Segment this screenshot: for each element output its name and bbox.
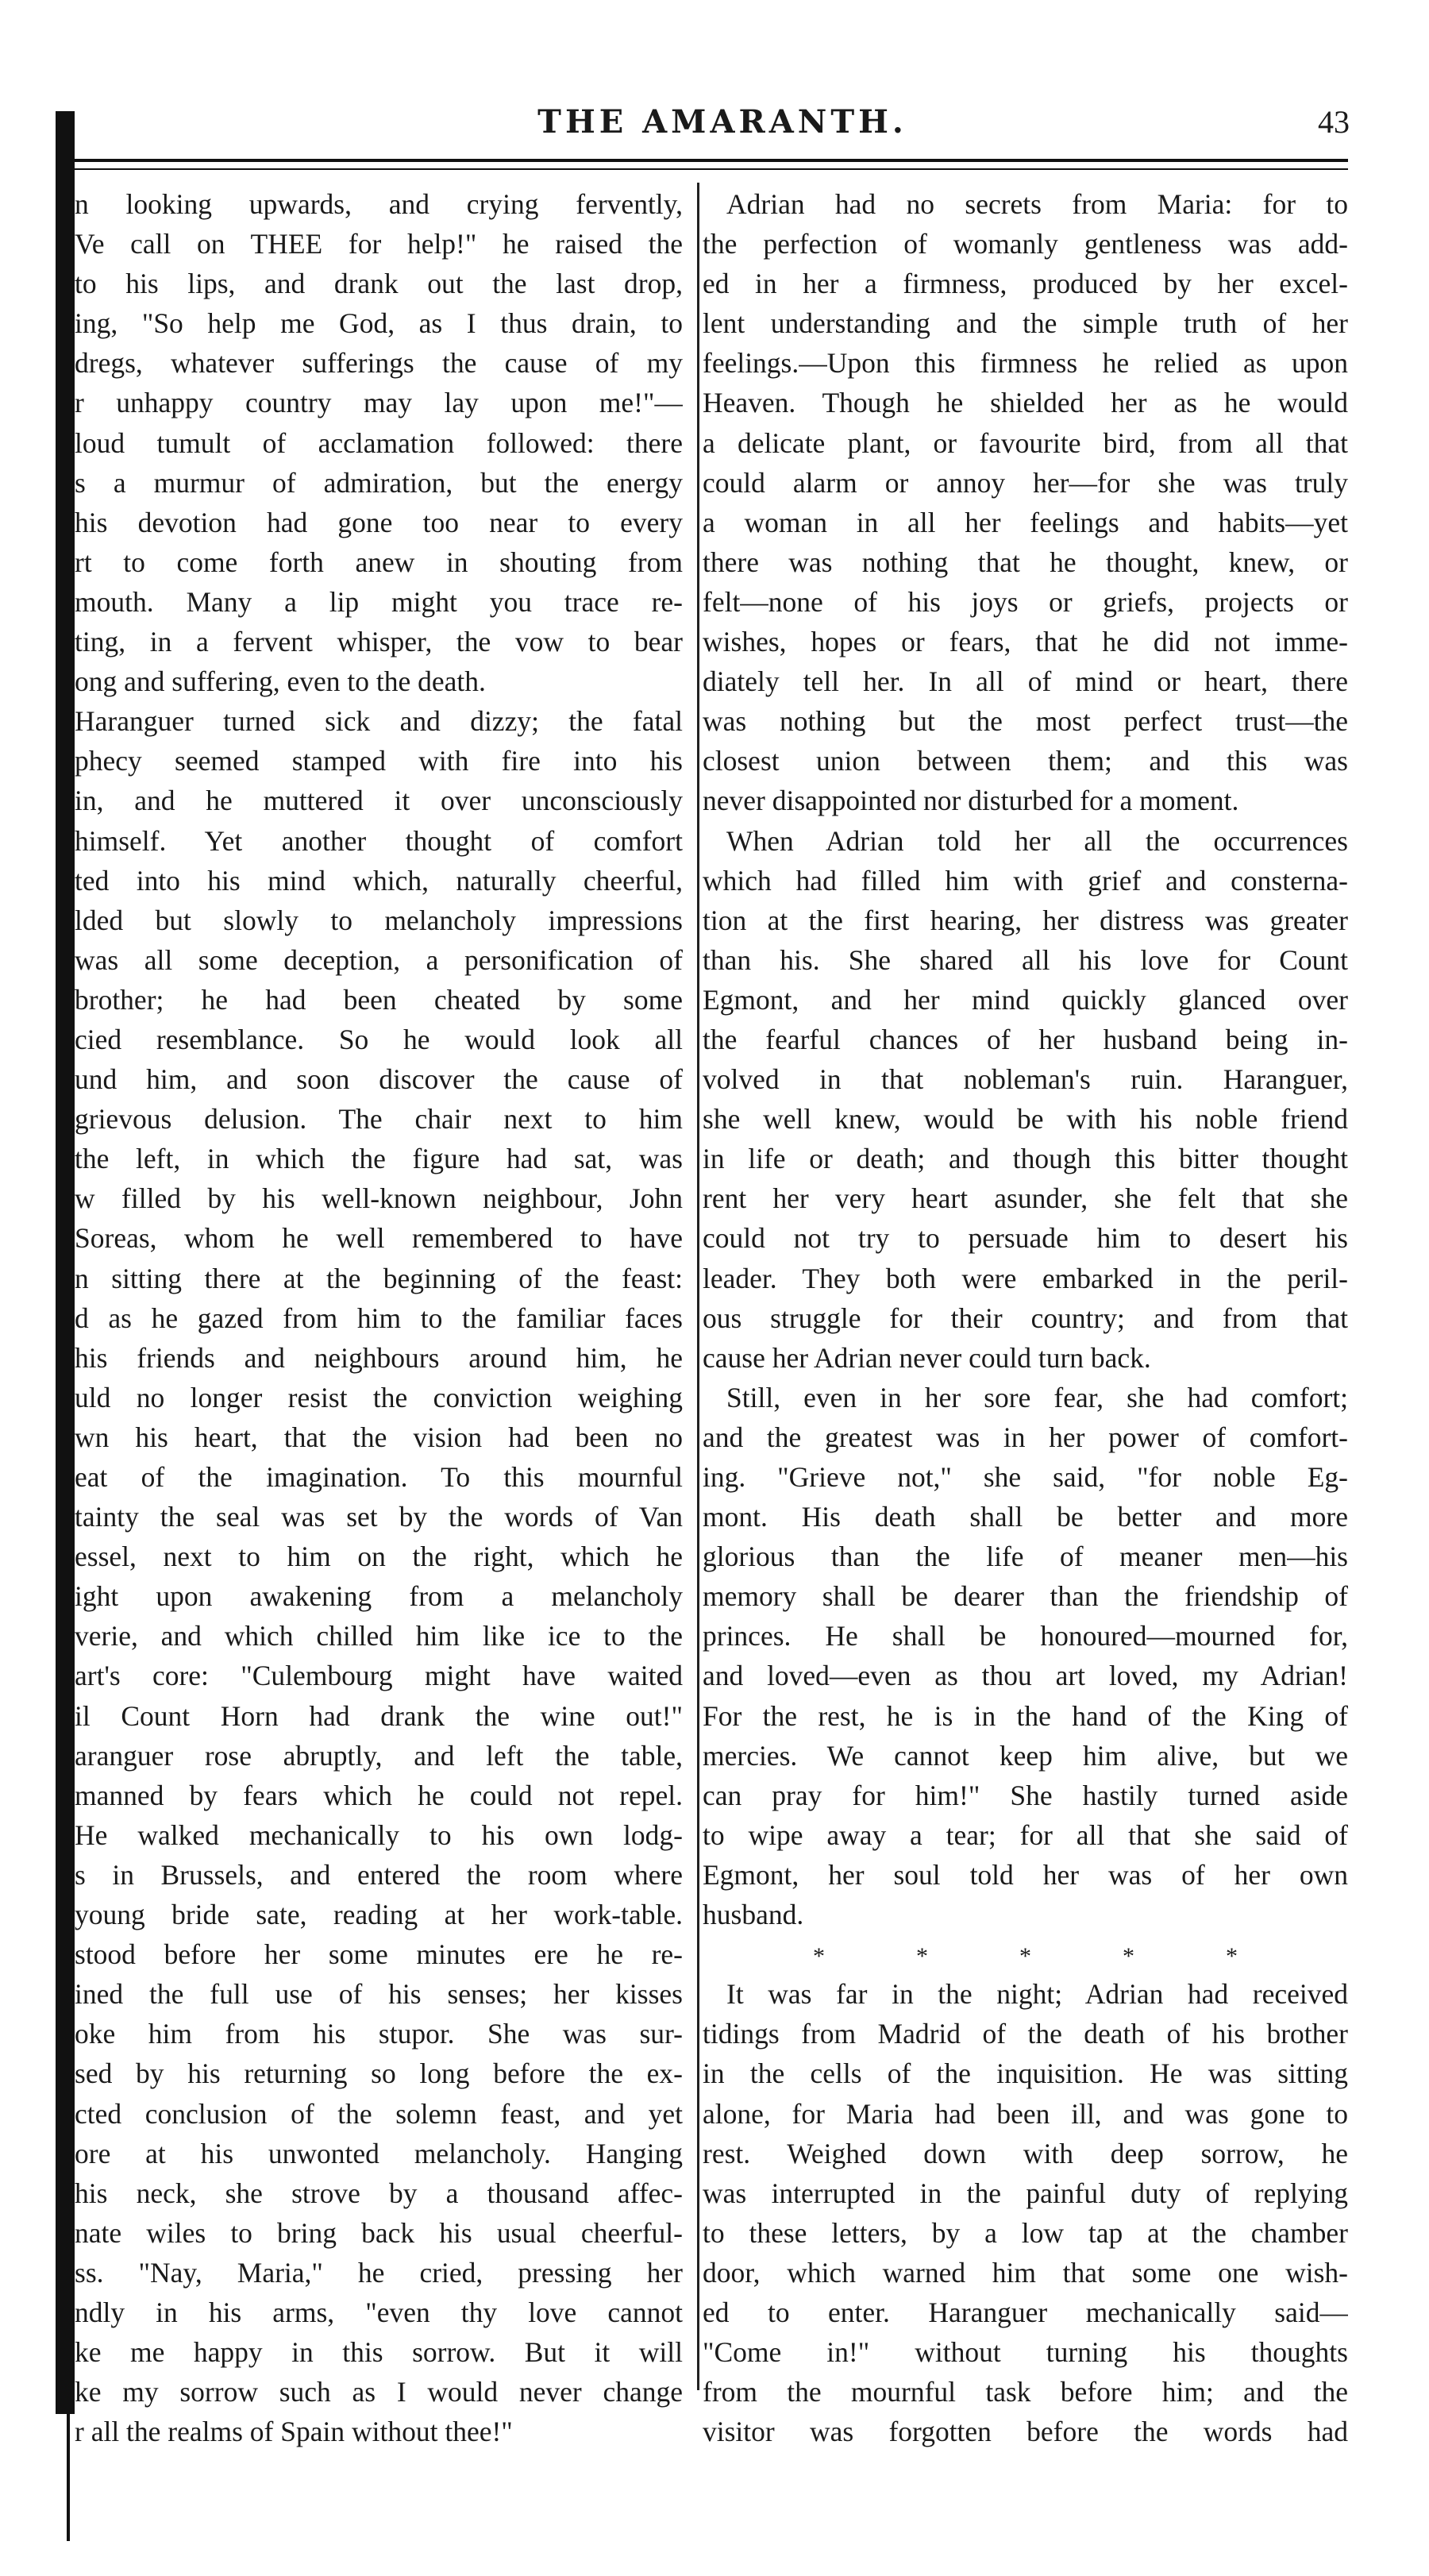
text-line: aranguer rose abruptly, and left the table, — [75, 1739, 683, 1772]
text-line: lded but slowly to melancholy impressions — [75, 904, 683, 936]
text-line: ed in her a firmness, produced by her excel- — [703, 268, 1348, 300]
binding-shadow — [56, 111, 75, 2414]
text-line: than his. She shared all his love for Count — [703, 943, 1348, 976]
text-line: cied resemblance. So he would look all — [75, 1023, 683, 1055]
text-line: verie, and which chilled him like ice to the — [75, 1620, 683, 1652]
text-line: Ve call on THEE for help!" he raised the — [75, 228, 683, 260]
text-line: il Count Horn had drank the wine out!" — [75, 1699, 683, 1732]
text-line: was interrupted in the painful duty of replying — [703, 2177, 1348, 2209]
page-number: 43 — [1318, 104, 1350, 140]
text-line: Egmont, her soul told her was of her own — [703, 1858, 1348, 1891]
text-line: wishes, hopes or fears, that he did not imme- — [703, 626, 1348, 658]
text-line: Egmont, and her mind quickly glanced over — [703, 983, 1348, 1016]
text-line: eat of the imagination. To this mournful — [75, 1461, 683, 1493]
text-line: He walked mechanically to his own lodg- — [75, 1818, 683, 1851]
text-line: which had filled him with grief and consterna- — [703, 864, 1348, 897]
text-line: ong and suffering, even to the death. — [75, 665, 486, 698]
text-line: was nothing but the most perfect trust—the — [703, 705, 1348, 738]
text-line: dregs, whatever sufferings the cause of my — [75, 347, 683, 380]
text-line: there was nothing that he thought, knew, or — [703, 546, 1348, 578]
left-column — [75, 184, 683, 2451]
header-rule-thin — [62, 168, 1348, 170]
text-line: brother; he had been cheated by some — [75, 983, 683, 1016]
text-line: ight upon awakening from a melancholy — [75, 1580, 683, 1613]
text-line: volved in that nobleman's ruin. Haranguer, — [703, 1063, 1348, 1096]
text-line: glorious than the life of meaner men—his — [703, 1541, 1348, 1573]
text-line: the fearful chances of her husband being in- — [703, 1023, 1348, 1055]
text-line: mercies. We cannot keep him alive, but we — [703, 1739, 1348, 1772]
text-line: ted into his mind which, naturally cheerful, — [75, 864, 683, 897]
text-line: ore at his unwonted melancholy. Hanging — [75, 2137, 683, 2169]
text-line: It was far in the night; Adrian had received — [726, 1978, 1348, 2011]
text-line: never disappointed nor disturbed for a moment. — [703, 785, 1239, 817]
text-line: can pray for him!" She hastily turned aside — [703, 1779, 1348, 1811]
text-line: oke him from his stupor. She was sur- — [75, 2018, 683, 2050]
text-line: from the mournful task before him; and the — [703, 2376, 1348, 2408]
text-line: d as he gazed from him to the familiar faces — [75, 1301, 683, 1334]
text-line: memory shall be dearer than the friendship of — [703, 1580, 1348, 1613]
text-line: art's core: "Culembourg might have waited — [75, 1660, 683, 1692]
text-line: himself. Yet another thought of comfort — [75, 824, 683, 857]
star-ornament: * — [916, 1943, 928, 1970]
text-line: could alarm or annoy her—for she was truly — [703, 466, 1348, 499]
journal-title: THE AMARANTH. — [537, 103, 907, 141]
text-line: n sitting there at the beginning of the feast: — [75, 1262, 683, 1294]
text-line: n looking upwards, and crying fervently, — [75, 188, 683, 220]
text-line: was all some deception, a personification of — [75, 943, 683, 976]
star-ornament: * — [813, 1943, 825, 1970]
text-line: Still, even in her sore fear, she had comfort; — [726, 1381, 1348, 1413]
text-line: rent her very heart asunder, she felt that she — [703, 1182, 1348, 1215]
text-line: und him, and soon discover the cause of — [75, 1063, 683, 1096]
text-line: essel, next to him on the right, which he — [75, 1541, 683, 1573]
text-line: young bride sate, reading at her work-table. — [75, 1899, 683, 1931]
text-line: ndly in his arms, "even thy love cannot — [75, 2296, 683, 2328]
text-line: ke me happy in this sorrow. But it will — [75, 2336, 683, 2369]
text-line: For the rest, he is in the hand of the King of — [703, 1699, 1348, 1732]
text-line: tainty the seal was set by the words of Van — [75, 1501, 683, 1533]
text-line: ting, in a fervent whisper, the vow to bear — [75, 626, 683, 658]
text-line: r all the realms of Spain without thee!" — [75, 2416, 513, 2448]
text-line: ous struggle for their country; and from that — [703, 1301, 1348, 1334]
text-line: his friends and neighbours around him, he — [75, 1341, 683, 1374]
header-rule — [62, 159, 1348, 162]
star-ornament: * — [1123, 1943, 1134, 1970]
text-line: alone, for Maria had been ill, and was gone to — [703, 2097, 1348, 2130]
text-line: ined the full use of his senses; her kisses — [75, 1978, 683, 2011]
text-line: ing. "Grieve not," she said, "for noble Eg- — [703, 1461, 1348, 1493]
text-line: the left, in which the figure had sat, was — [75, 1143, 683, 1175]
text-line: cause her Adrian never could turn back. — [703, 1341, 1151, 1374]
text-line: grievous delusion. The chair next to him — [75, 1103, 683, 1136]
text-line: to wipe away a tear; for all that she said of — [703, 1818, 1348, 1851]
text-line: cted conclusion of the solemn feast, and yet — [75, 2097, 683, 2130]
text-line: in the cells of the inquisition. He was sitting — [703, 2057, 1348, 2090]
text-line: ed to enter. Haranguer mechanically said— — [703, 2296, 1348, 2328]
text-line: w filled by his well-known neighbour, John — [75, 1182, 683, 1215]
text-line: could not try to persuade him to desert his — [703, 1222, 1348, 1255]
text-line: princes. He shall be honoured—mourned for, — [703, 1620, 1348, 1652]
text-line: ke my sorrow such as I would never change — [75, 2376, 683, 2408]
text-line: rest. Weighed down with deep sorrow, he — [703, 2137, 1348, 2169]
text-line: rt to come forth anew in shouting from — [75, 546, 683, 578]
text-line: tion at the first hearing, her distress was greater — [703, 904, 1348, 936]
text-line: sed by his returning so long before the ex- — [75, 2057, 683, 2090]
text-line: in, and he muttered it over unconsciously — [75, 785, 683, 817]
binding-edge — [67, 238, 70, 2541]
text-line: When Adrian told her all the occurrences — [726, 824, 1348, 857]
text-line: to these letters, by a low tap at the chamber — [703, 2216, 1348, 2249]
text-line: a woman in all her feelings and habits—yet — [703, 506, 1348, 538]
text-line: diately tell her. In all of mind or heart, there — [703, 665, 1348, 698]
text-line: ing, "So help me God, as I thus drain, to — [75, 307, 683, 340]
text-line: Adrian had no secrets from Maria: for to — [726, 188, 1348, 220]
text-line: a delicate plant, or favourite bird, from all that — [703, 426, 1348, 459]
text-line: and the greatest was in her power of comfort- — [703, 1421, 1348, 1453]
text-line: manned by fears which he could not repel. — [75, 1779, 683, 1811]
text-line: visitor was forgotten before the words had — [703, 2416, 1348, 2448]
text-line: phecy seemed stamped with fire into his — [75, 745, 683, 777]
text-line: Heaven. Though he shielded her as he would — [703, 387, 1348, 419]
text-line: and loved—even as thou art loved, my Adrian! — [703, 1660, 1348, 1692]
text-line: door, which warned him that some one wish- — [703, 2256, 1348, 2289]
text-line: Soreas, whom he well remembered to have — [75, 1222, 683, 1255]
text-line: s a murmur of admiration, but the energy — [75, 466, 683, 499]
section-break-stars — [703, 1934, 1348, 1974]
text-line: uld no longer resist the conviction weighing — [75, 1381, 683, 1413]
text-line: leader. They both were embarked in the peril- — [703, 1262, 1348, 1294]
column-divider — [697, 183, 699, 2390]
text-line: husband. — [703, 1899, 804, 1931]
text-line: r unhappy country may lay upon me!"— — [75, 387, 683, 419]
text-line: felt—none of his joys or griefs, projects or — [703, 585, 1348, 618]
text-line: mont. His death shall be better and more — [703, 1501, 1348, 1533]
text-line: lent understanding and the simple truth of her — [703, 307, 1348, 340]
text-line: loud tumult of acclamation followed: there — [75, 426, 683, 459]
text-line: his devotion had gone too near to every — [75, 506, 683, 538]
text-line: wn his heart, that the vision had been no — [75, 1421, 683, 1453]
star-ornament: * — [1226, 1943, 1238, 1970]
running-head — [0, 95, 1429, 159]
text-line: ss. "Nay, Maria," he cried, pressing her — [75, 2256, 683, 2289]
text-line: s in Brussels, and entered the room where — [75, 1858, 683, 1891]
text-line: she well knew, would be with his noble friend — [703, 1103, 1348, 1136]
text-line: tidings from Madrid of the death of his brother — [703, 2018, 1348, 2050]
text-line: the perfection of womanly gentleness was add- — [703, 228, 1348, 260]
star-ornament: * — [1019, 1943, 1031, 1970]
text-line: feelings.—Upon this firmness he relied as upon — [703, 347, 1348, 380]
text-line: nate wiles to bring back his usual cheerful- — [75, 2216, 683, 2249]
text-line: stood before her some minutes ere he re- — [75, 1938, 683, 1971]
text-line: Haranguer turned sick and dizzy; the fatal — [75, 705, 683, 738]
text-line: "Come in!" without turning his thoughts — [703, 2336, 1348, 2369]
text-line: mouth. Many a lip might you trace re- — [75, 585, 683, 618]
right-column — [703, 184, 1348, 2451]
text-line: to his lips, and drank out the last drop, — [75, 268, 683, 300]
text-line: his neck, she strove by a thousand affec- — [75, 2177, 683, 2209]
text-line: closest union between them; and this was — [703, 745, 1348, 777]
text-line: in life or death; and though this bitter thought — [703, 1143, 1348, 1175]
